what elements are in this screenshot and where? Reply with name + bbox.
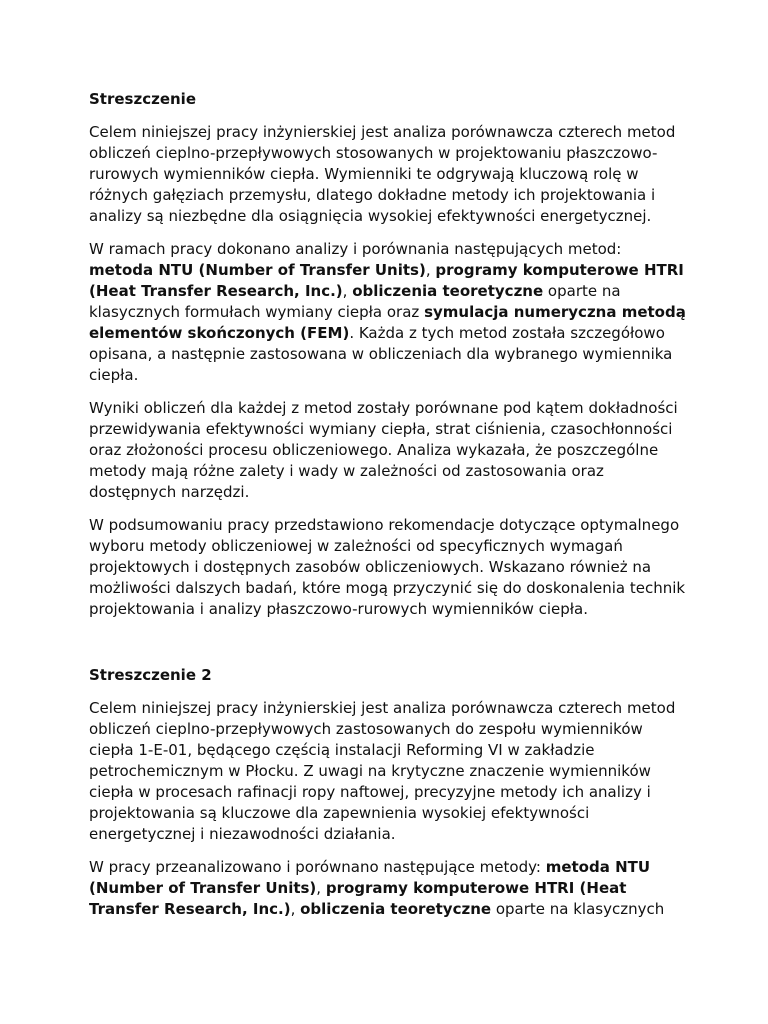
method-fem: symulacja numeryczna metodą elementów skończonych (FEM) <box>89 303 686 342</box>
separator: , <box>342 282 353 300</box>
method-ntu: metoda NTU (Number of Transfer Units) <box>89 261 426 279</box>
separator: , <box>316 879 326 897</box>
document-page <box>89 89 687 932</box>
paragraph-aim-2: Celem niniejszej pracy inżynierskiej jest analiza porównawcza czterech metod obliczeń cieplno-przepływowych zastosowanych do zespołu wymienników ciepła 1-E-01, będącego częścią instalacji Reforming VI w zakładzie petrochemicznym w Płocku. Z uwagi na krytyczne znaczenie wymienników ciepła w procesach rafinacji ropy naftowej, precyzyjne metody ich analizy i projektowania są kluczowe dla zapewnienia wysokiej efektywności energetycznej i niezawodności działania. <box>89 699 676 843</box>
separator: , <box>425 261 436 279</box>
method-theoretical-2: obliczenia teoretyczne <box>300 900 492 918</box>
methods-outro: . Każda z tych metod została szczegółowo opisana, a następnie zastosowana w obliczeniach dla wybranego wymiennika ciepła. <box>89 324 673 384</box>
section-spacer <box>89 632 687 665</box>
paragraph-aim: Celem niniejszej pracy inżynierskiej jest analiza porównawcza czterech metod obliczeń cieplno-przepływowych stosowanych w projektowaniu płaszczowo-rurowych wymienników ciepła. Wymienniki te odgrywają kluczową rolę w różnych gałęziach przemysłu, dlatego dokładne metody ich projektowania i analizy są niezbędne dla osiągnięcia wysokiej efektywności energetycznej. <box>89 123 676 225</box>
paragraph-methods-2 <box>89 857 687 920</box>
method-htri-2: programy komputerowe HTRI (Heat Transfer Research, Inc.) <box>89 879 627 918</box>
methods-intro: W ramach pracy dokonano analizy i porównania następujących metod: <box>89 240 622 258</box>
section-heading-streszczenie-2: Streszczenie 2 <box>89 666 212 684</box>
methods-intro-2: W pracy przeanalizowano i porównano następujące metody: <box>89 858 546 876</box>
method-theoretical: obliczenia teoretyczne <box>352 282 544 300</box>
paragraph-results: Wyniki obliczeń dla każdej z metod zostały porównane pod kątem dokładności przewidywania efektywności wymiany ciepła, strat ciśnienia, czasochłonności oraz złożoności procesu obliczeniowego. Analiza wykazała, że poszczególne metody mają różne zalety i wady w zależności od zastosowania oraz dostępnych narzędzi. <box>89 399 678 501</box>
method-htri: programy komputerowe HTRI (Heat Transfer Research, Inc.) <box>89 261 684 300</box>
paragraph-summary: W podsumowaniu pracy przedstawiono rekomendacje dotyczące optymalnego wyboru metody obliczeniowej w zależności od specyficznych wymagań projektowych i dostępnych zasobów obliczeniowych. Wskazano również na możliwości dalszych badań, które mogą przyczynić się do doskonalenia technik projektowania i analizy płaszczowo-rurowych wymienników ciepła. <box>89 516 686 618</box>
methods-tail-2: oparte na klasycznych <box>491 900 665 918</box>
separator: , <box>290 900 301 918</box>
paragraph-methods <box>89 239 687 386</box>
method-ntu-2: metoda NTU (Number of Transfer Units) <box>89 858 651 897</box>
methods-mid: oparte na klasycznych formułach wymiany ciepła oraz <box>89 282 621 321</box>
section-heading-streszczenie: Streszczenie <box>89 90 196 108</box>
